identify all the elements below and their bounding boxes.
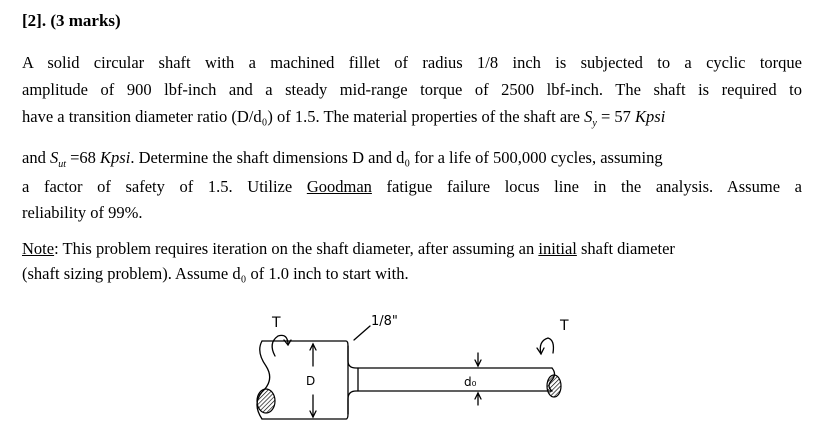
sy-subscript: y	[592, 118, 597, 129]
note-text-b: shaft diameter	[576, 239, 675, 258]
locus-text: fatigue failure locus line in the analysis. Assume a	[371, 177, 802, 196]
note-label: Note	[22, 239, 55, 258]
problem-header: [2]. (3 marks)	[22, 11, 121, 30]
problem-text-line-1: A solid circular shaft with a machined fillet of radius 1/8 inch is subjected to a cyclic torque	[22, 53, 802, 72]
sut-value: =68	[65, 148, 101, 167]
torque-right-label: T	[560, 318, 569, 334]
sy-value: = 57	[596, 107, 636, 126]
initial-term: initial	[538, 239, 577, 258]
sy-unit: Kpsi	[635, 107, 666, 126]
large-section-outline	[262, 341, 552, 368]
sut-unit: Kpsi	[100, 148, 131, 167]
properties-text: have a transition diameter ratio (D/d₀) of 1.5. The material properties of the shaft are	[22, 107, 585, 126]
determine-text: . Determine the shaft dimensions D and d₀ for a life of 500,000 cycles, assuming	[130, 148, 663, 167]
fillet-radius-label: 1/8"	[371, 314, 398, 329]
sut-subscript: ut	[58, 159, 66, 170]
d0-label: d₀	[464, 375, 477, 389]
sut-symbol: S	[49, 148, 59, 167]
sut-prefix: and	[22, 148, 50, 167]
sy-symbol: S	[584, 107, 593, 126]
goodman-term: Goodman	[306, 177, 372, 196]
torque-left-label: T	[272, 315, 281, 331]
large-section-bottom	[262, 391, 552, 419]
note-text-a: : This problem requires iteration on the shaft diameter, after assuming an	[54, 239, 539, 258]
left-hatched-end	[257, 389, 275, 413]
fillet-leader	[354, 326, 370, 340]
problem-text-line-6: reliability of 99%.	[22, 203, 143, 222]
note-line-2: (shaft sizing problem). Assume d₀ of 1.0 inch to start with.	[22, 264, 409, 283]
right-hatched-end	[547, 375, 561, 397]
d-label: D	[306, 374, 316, 388]
safety-text: a factor of safety of 1.5. Utilize	[22, 177, 307, 196]
left-torque-arrow	[272, 335, 288, 356]
problem-text-line-2: amplitude of 900 lbf-inch and a steady mid-range torque of 2500 lbf-inch. The shaft is required to	[22, 80, 802, 99]
